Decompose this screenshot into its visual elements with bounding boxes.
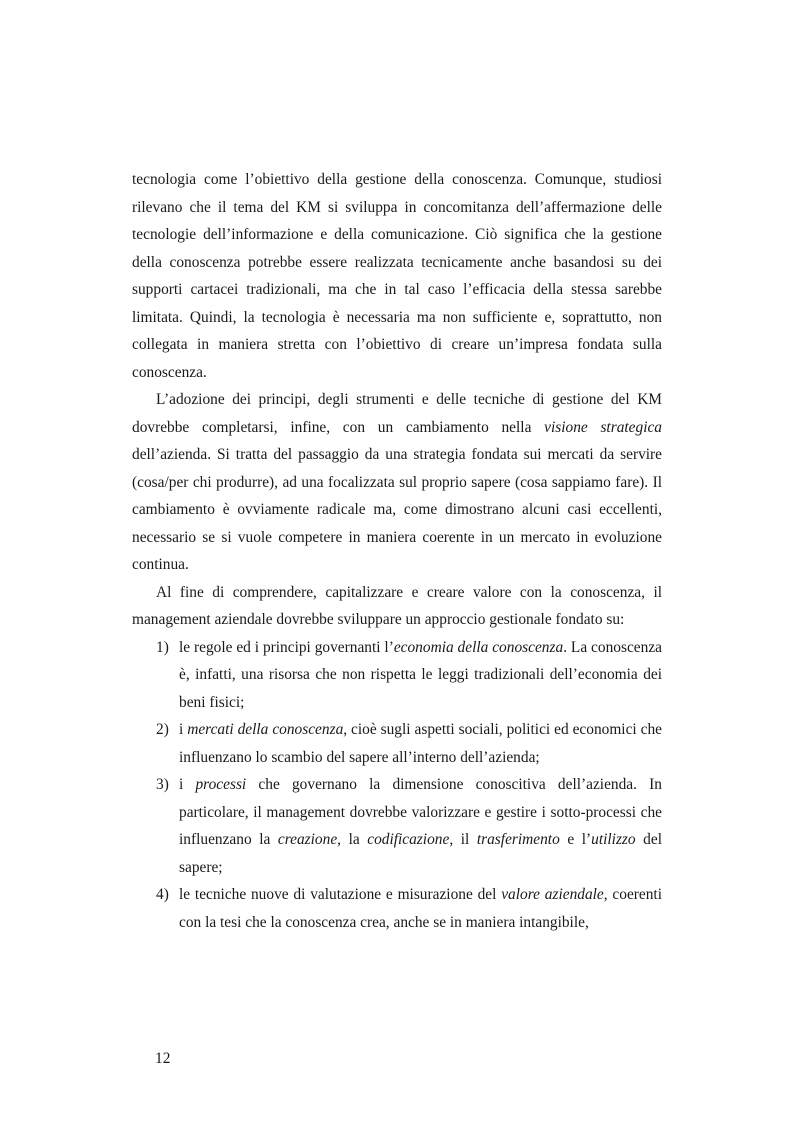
text-run: che governano la dimensione conoscitiva dell’azienda. In particolare, il management dovrebbe valorizzare e gestire i sotto-processi che influenzano la <box>179 776 662 848</box>
text-run: dell’azienda. Si tratta del passaggio da una strategia fondata sui mercati da servire (cosa/per chi produrre), ad una focalizzata sul proprio sapere (cosa sappiamo fare). Il cambiamento è ovviamente radicale ma, come dimostrano alcuni casi eccellenti, necessario se si vuole competere in maniera coerente in un mercato in evoluzione continua. <box>132 446 662 573</box>
text-run: tecnologia come l’obiettivo della gestione della conoscenza. Comunque, studiosi rilevano che il tema del KM si sviluppa in concomitanza dell’affermazione delle tecnologie dell’informazione e della comunicazione. Ciò significa che la gestione della conoscenza potrebbe essere realizzata tecnicamente anche basandosi su dei supporti cartacei tradizionali, ma che in tal caso l’efficacia della stessa sarebbe limitata. Quindi, la tecnologia è necessaria ma non sufficiente e, soprattutto, non collegata in maniera stretta con l’obiettivo di creare un’impresa fondata sulla conoscenza. <box>132 171 662 381</box>
list-item-number: 4) <box>156 886 169 903</box>
text-run: i <box>179 776 196 793</box>
text-run: L’adozione dei principi, degli strumenti e delle tecniche di gestione del KM dovrebbe completarsi, infine, con un cambiamento nella <box>132 391 662 436</box>
text-run: i <box>179 721 188 738</box>
emphasis-text: utilizzo <box>591 831 636 848</box>
list-item-number: 3) <box>156 776 169 793</box>
paragraph <box>132 386 662 579</box>
emphasis-text: valore aziendale <box>501 886 604 903</box>
text-run: , cioè sugli aspetti sociali, politici ed economici che influenzano lo scambio del sapere all’interno dell’azienda; <box>179 721 662 766</box>
emphasis-text: processi <box>195 776 247 793</box>
text-run: e l’ <box>559 831 592 848</box>
paragraph <box>132 166 662 386</box>
text-run: , la <box>337 831 368 848</box>
text-run: del sapere; <box>179 831 662 876</box>
emphasis-text: mercati della conoscenza <box>187 721 344 738</box>
paragraphs <box>132 166 662 634</box>
text-run: , coerenti con la tesi che la conoscenza crea, anche se in maniera intangibile, <box>179 886 662 931</box>
emphasis-text: codificazione <box>367 831 450 848</box>
emphasis-text: trasferimento <box>476 831 560 848</box>
text-run: le tecniche nuove di valutazione e misurazione del <box>179 886 502 903</box>
text-run: . La conoscenza è, infatti, una risorsa che non rispetta le leggi tradizionali dell’economia dei beni fisici; <box>179 638 662 711</box>
document-body <box>132 166 662 936</box>
emphasis-text: creazione <box>277 831 338 848</box>
text-run: Al fine di comprendere, capitalizzare e creare valore con la conoscenza, il management aziendale dovrebbe sviluppare un approccio gestionale fondato su: <box>132 583 662 628</box>
text-run: , il <box>449 831 477 848</box>
numbered-list <box>132 634 662 937</box>
emphasis-text: visione strategica <box>544 418 662 436</box>
list-item-number: 1) <box>156 638 169 656</box>
list-item <box>132 881 662 936</box>
list-item <box>132 716 662 771</box>
page-number: 12 <box>155 1050 171 1067</box>
text-run: le regole ed i principi governanti l’ <box>179 638 394 656</box>
list-item <box>132 634 662 717</box>
list-item <box>132 771 662 881</box>
list-item-number: 2) <box>156 721 169 738</box>
emphasis-text: economia della conoscenza <box>393 638 564 656</box>
paragraph <box>132 579 662 634</box>
